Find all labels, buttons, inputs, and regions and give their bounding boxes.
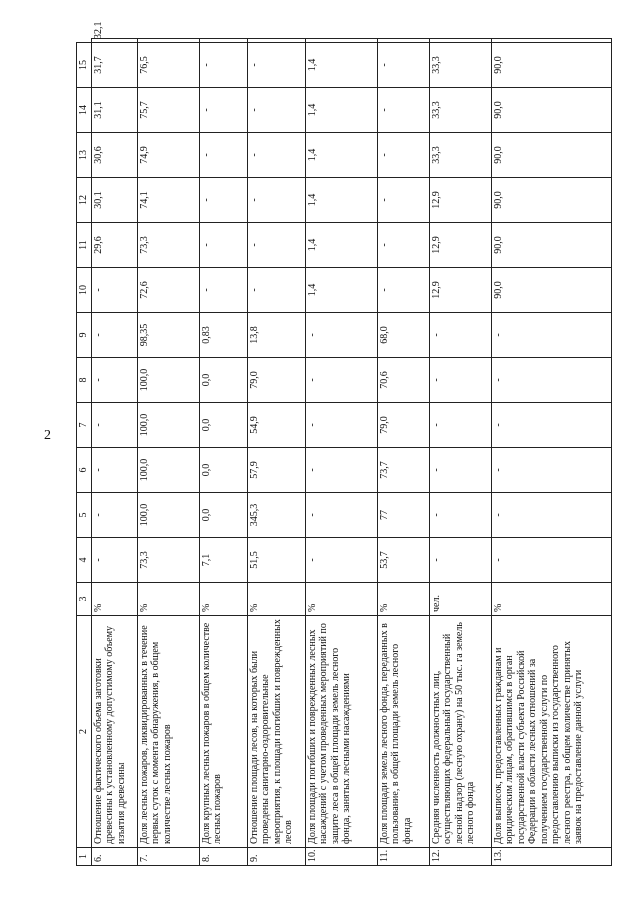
value-cell: 75,7: [137, 88, 199, 133]
table-row: [247, 39, 305, 866]
value-cell: -: [491, 403, 611, 448]
value-cell: -: [491, 493, 611, 538]
value-cell: 90,0: [491, 88, 611, 133]
rotated-table-wrapper: [76, 21, 608, 866]
value-cell: -: [91, 448, 137, 493]
indicator-name-cell: Средняя численность должностных лиц, осуществляющих федеральный государственный лесной надзор (лесную охрану) на 50 тыс. га земель лесного фонда: [429, 616, 491, 848]
row-number-cell: 6.: [91, 848, 137, 866]
value-cell: -: [305, 493, 377, 538]
unit-cell: %: [377, 583, 429, 616]
table-row: [491, 39, 611, 866]
header-cell: 15: [77, 43, 92, 88]
value-cell: 0,0: [199, 493, 247, 538]
value-cell: -: [305, 538, 377, 583]
value-cell: 72,6: [137, 268, 199, 313]
indicator-name-cell: Отношение площади лесов, на которых были проведены санитарно-оздоровительные мероприятия, к площади погибших и поврежденных лесов: [247, 616, 305, 848]
header-cell: 5: [77, 493, 92, 538]
value-cell: -: [91, 268, 137, 313]
header-cell: 7: [77, 403, 92, 448]
value-cell: -: [429, 448, 491, 493]
value-cell: 33,3: [429, 43, 491, 88]
table-row: [429, 39, 491, 866]
indicator-name-cell: Доля выписок, предоставленных гражданам и юридическим лицам, обратившимся в орган государственной власти субъекта Российской Федерации в области лесных отношений за получением государственной услуги по предоставлению выписки из государственного лесного реестра, в общем количестве принятых заявок на предоставление данной услуги: [491, 616, 611, 848]
row-number-cell: 11.: [377, 848, 429, 866]
value-cell: 100,0: [137, 403, 199, 448]
value-cell: -: [429, 403, 491, 448]
value-cell: -: [91, 313, 137, 358]
value-cell: -: [199, 43, 247, 88]
value-cell: -: [247, 43, 305, 88]
value-cell: -: [199, 178, 247, 223]
value-cell: -: [247, 268, 305, 313]
value-cell: -: [429, 493, 491, 538]
value-cell: 100,0: [137, 448, 199, 493]
value-cell: -: [377, 88, 429, 133]
header-cell: 2: [77, 616, 92, 848]
value-cell: -: [491, 358, 611, 403]
value-cell: [377, 39, 429, 43]
value-cell: 74,9: [137, 133, 199, 178]
value-cell: -: [91, 493, 137, 538]
value-cell: -: [429, 538, 491, 583]
value-cell: -: [199, 133, 247, 178]
value-cell: 68,0: [377, 313, 429, 358]
value-cell: -: [491, 313, 611, 358]
row-number-cell: 13.: [491, 848, 611, 866]
value-cell: 74,1: [137, 178, 199, 223]
value-cell: 0,83: [199, 313, 247, 358]
header-cell: 1: [77, 848, 92, 866]
indicators-table: [76, 21, 612, 866]
header-cell: 14: [77, 88, 92, 133]
value-cell: [247, 39, 305, 43]
table-row: [377, 39, 429, 866]
value-cell: 79,0: [247, 358, 305, 403]
value-cell: 1,4: [305, 268, 377, 313]
header-row: [77, 39, 92, 866]
row-number-cell: 8.: [199, 848, 247, 866]
value-cell: -: [429, 313, 491, 358]
value-cell: 90,0: [491, 43, 611, 88]
value-cell: -: [247, 88, 305, 133]
value-cell: [491, 39, 611, 43]
indicator-name-cell: Отношение фактического объема заготовки древесины к установленному допустимому объему изъятия древесины: [91, 616, 137, 848]
value-cell: 33,3: [429, 88, 491, 133]
value-cell: 73,3: [137, 223, 199, 268]
value-cell: 345,3: [247, 493, 305, 538]
value-cell: 54,9: [247, 403, 305, 448]
value-cell: 12,9: [429, 268, 491, 313]
value-cell: 1,4: [305, 223, 377, 268]
header-cell: 10: [77, 268, 92, 313]
value-cell: -: [429, 358, 491, 403]
header-cell: 9: [77, 313, 92, 358]
value-cell: -: [91, 403, 137, 448]
value-cell: -: [305, 313, 377, 358]
header-cell: 6: [77, 448, 92, 493]
row-number-cell: 7.: [137, 848, 199, 866]
value-cell: 77: [377, 493, 429, 538]
value-cell: 7,1: [199, 538, 247, 583]
table-row: [91, 39, 137, 866]
row-number-cell: 10.: [305, 848, 377, 866]
indicator-name-cell: Доля лесных пожаров, ликвидированных в течение первых суток с момента обнаружения, в общем количестве лесных пожаров: [137, 616, 199, 848]
header-cell: 3: [77, 583, 92, 616]
value-cell: [199, 39, 247, 43]
value-cell: -: [377, 133, 429, 178]
value-cell: [429, 39, 491, 43]
value-cell: 90,0: [491, 133, 611, 178]
value-cell: 98,35: [137, 313, 199, 358]
value-cell: 1,4: [305, 133, 377, 178]
value-cell: 73,3: [137, 538, 199, 583]
value-cell: 90,0: [491, 178, 611, 223]
value-cell: -: [247, 223, 305, 268]
value-cell: -: [491, 448, 611, 493]
value-cell: 73,7: [377, 448, 429, 493]
value-cell: 1,4: [305, 88, 377, 133]
page-number: 2: [44, 428, 51, 443]
value-cell: -: [199, 268, 247, 313]
value-cell: -: [247, 178, 305, 223]
value-cell: 51,5: [247, 538, 305, 583]
value-cell: 0,0: [199, 403, 247, 448]
value-cell: 31,1: [91, 88, 137, 133]
value-cell: 100,0: [137, 358, 199, 403]
value-cell: -: [377, 43, 429, 88]
header-cell: 8: [77, 358, 92, 403]
value-cell: 76,5: [137, 43, 199, 88]
value-cell: -: [91, 538, 137, 583]
unit-cell: чел.: [429, 583, 491, 616]
value-cell: [305, 39, 377, 43]
value-cell: 90,0: [491, 223, 611, 268]
indicator-name-cell: Доля площади погибших и поврежденных лесных насаждений с учетом проведенных мероприятий по защите леса в общей площади земель лесного фонда, занятых лесными насаждениями: [305, 616, 377, 848]
indicator-name-cell: Доля крупных лесных пожаров в общем количестве лесных пожаров: [199, 616, 247, 848]
value-cell: -: [199, 88, 247, 133]
table-row: [305, 39, 377, 866]
unit-cell: %: [91, 583, 137, 616]
row-number-cell: 12.: [429, 848, 491, 866]
value-cell: -: [199, 223, 247, 268]
value-cell: 1,4: [305, 178, 377, 223]
value-cell: 33,3: [429, 133, 491, 178]
value-cell: -: [91, 358, 137, 403]
row-number-cell: 9.: [247, 848, 305, 866]
header-cell: 13: [77, 133, 92, 178]
value-cell: 79,0: [377, 403, 429, 448]
value-cell: 1,4: [305, 43, 377, 88]
value-cell: -: [377, 223, 429, 268]
value-cell: 30,6: [91, 133, 137, 178]
value-cell: 31,7: [91, 43, 137, 88]
unit-cell: %: [199, 583, 247, 616]
value-cell: 30,1: [91, 178, 137, 223]
value-cell: 70,6: [377, 358, 429, 403]
table-row: [199, 39, 247, 866]
unit-cell: %: [247, 583, 305, 616]
value-cell: 100,0: [137, 493, 199, 538]
value-cell: -: [305, 358, 377, 403]
value-cell: 32,1: [91, 39, 137, 43]
value-cell: [137, 39, 199, 43]
unit-cell: %: [137, 583, 199, 616]
value-cell: -: [305, 448, 377, 493]
header-cell: 4: [77, 538, 92, 583]
unit-cell: %: [491, 583, 611, 616]
value-cell: 53,7: [377, 538, 429, 583]
value-cell: -: [247, 133, 305, 178]
table-row: [137, 39, 199, 866]
value-cell: 0,0: [199, 358, 247, 403]
value-cell: 0,0: [199, 448, 247, 493]
value-cell: 57,9: [247, 448, 305, 493]
unit-cell: %: [305, 583, 377, 616]
value-cell: -: [377, 268, 429, 313]
value-cell: -: [491, 538, 611, 583]
header-cell: 11: [77, 223, 92, 268]
value-cell: 13,8: [247, 313, 305, 358]
value-cell: 90,0: [491, 268, 611, 313]
value-cell: -: [377, 178, 429, 223]
value-cell: 29,6: [91, 223, 137, 268]
value-cell: 12,9: [429, 223, 491, 268]
header-cell: 12: [77, 178, 92, 223]
value-cell: 12,9: [429, 178, 491, 223]
value-cell: -: [305, 403, 377, 448]
indicator-name-cell: Доля площади земель лесного фонда, переданных в пользование, в общей площади земель лесного фонда: [377, 616, 429, 848]
